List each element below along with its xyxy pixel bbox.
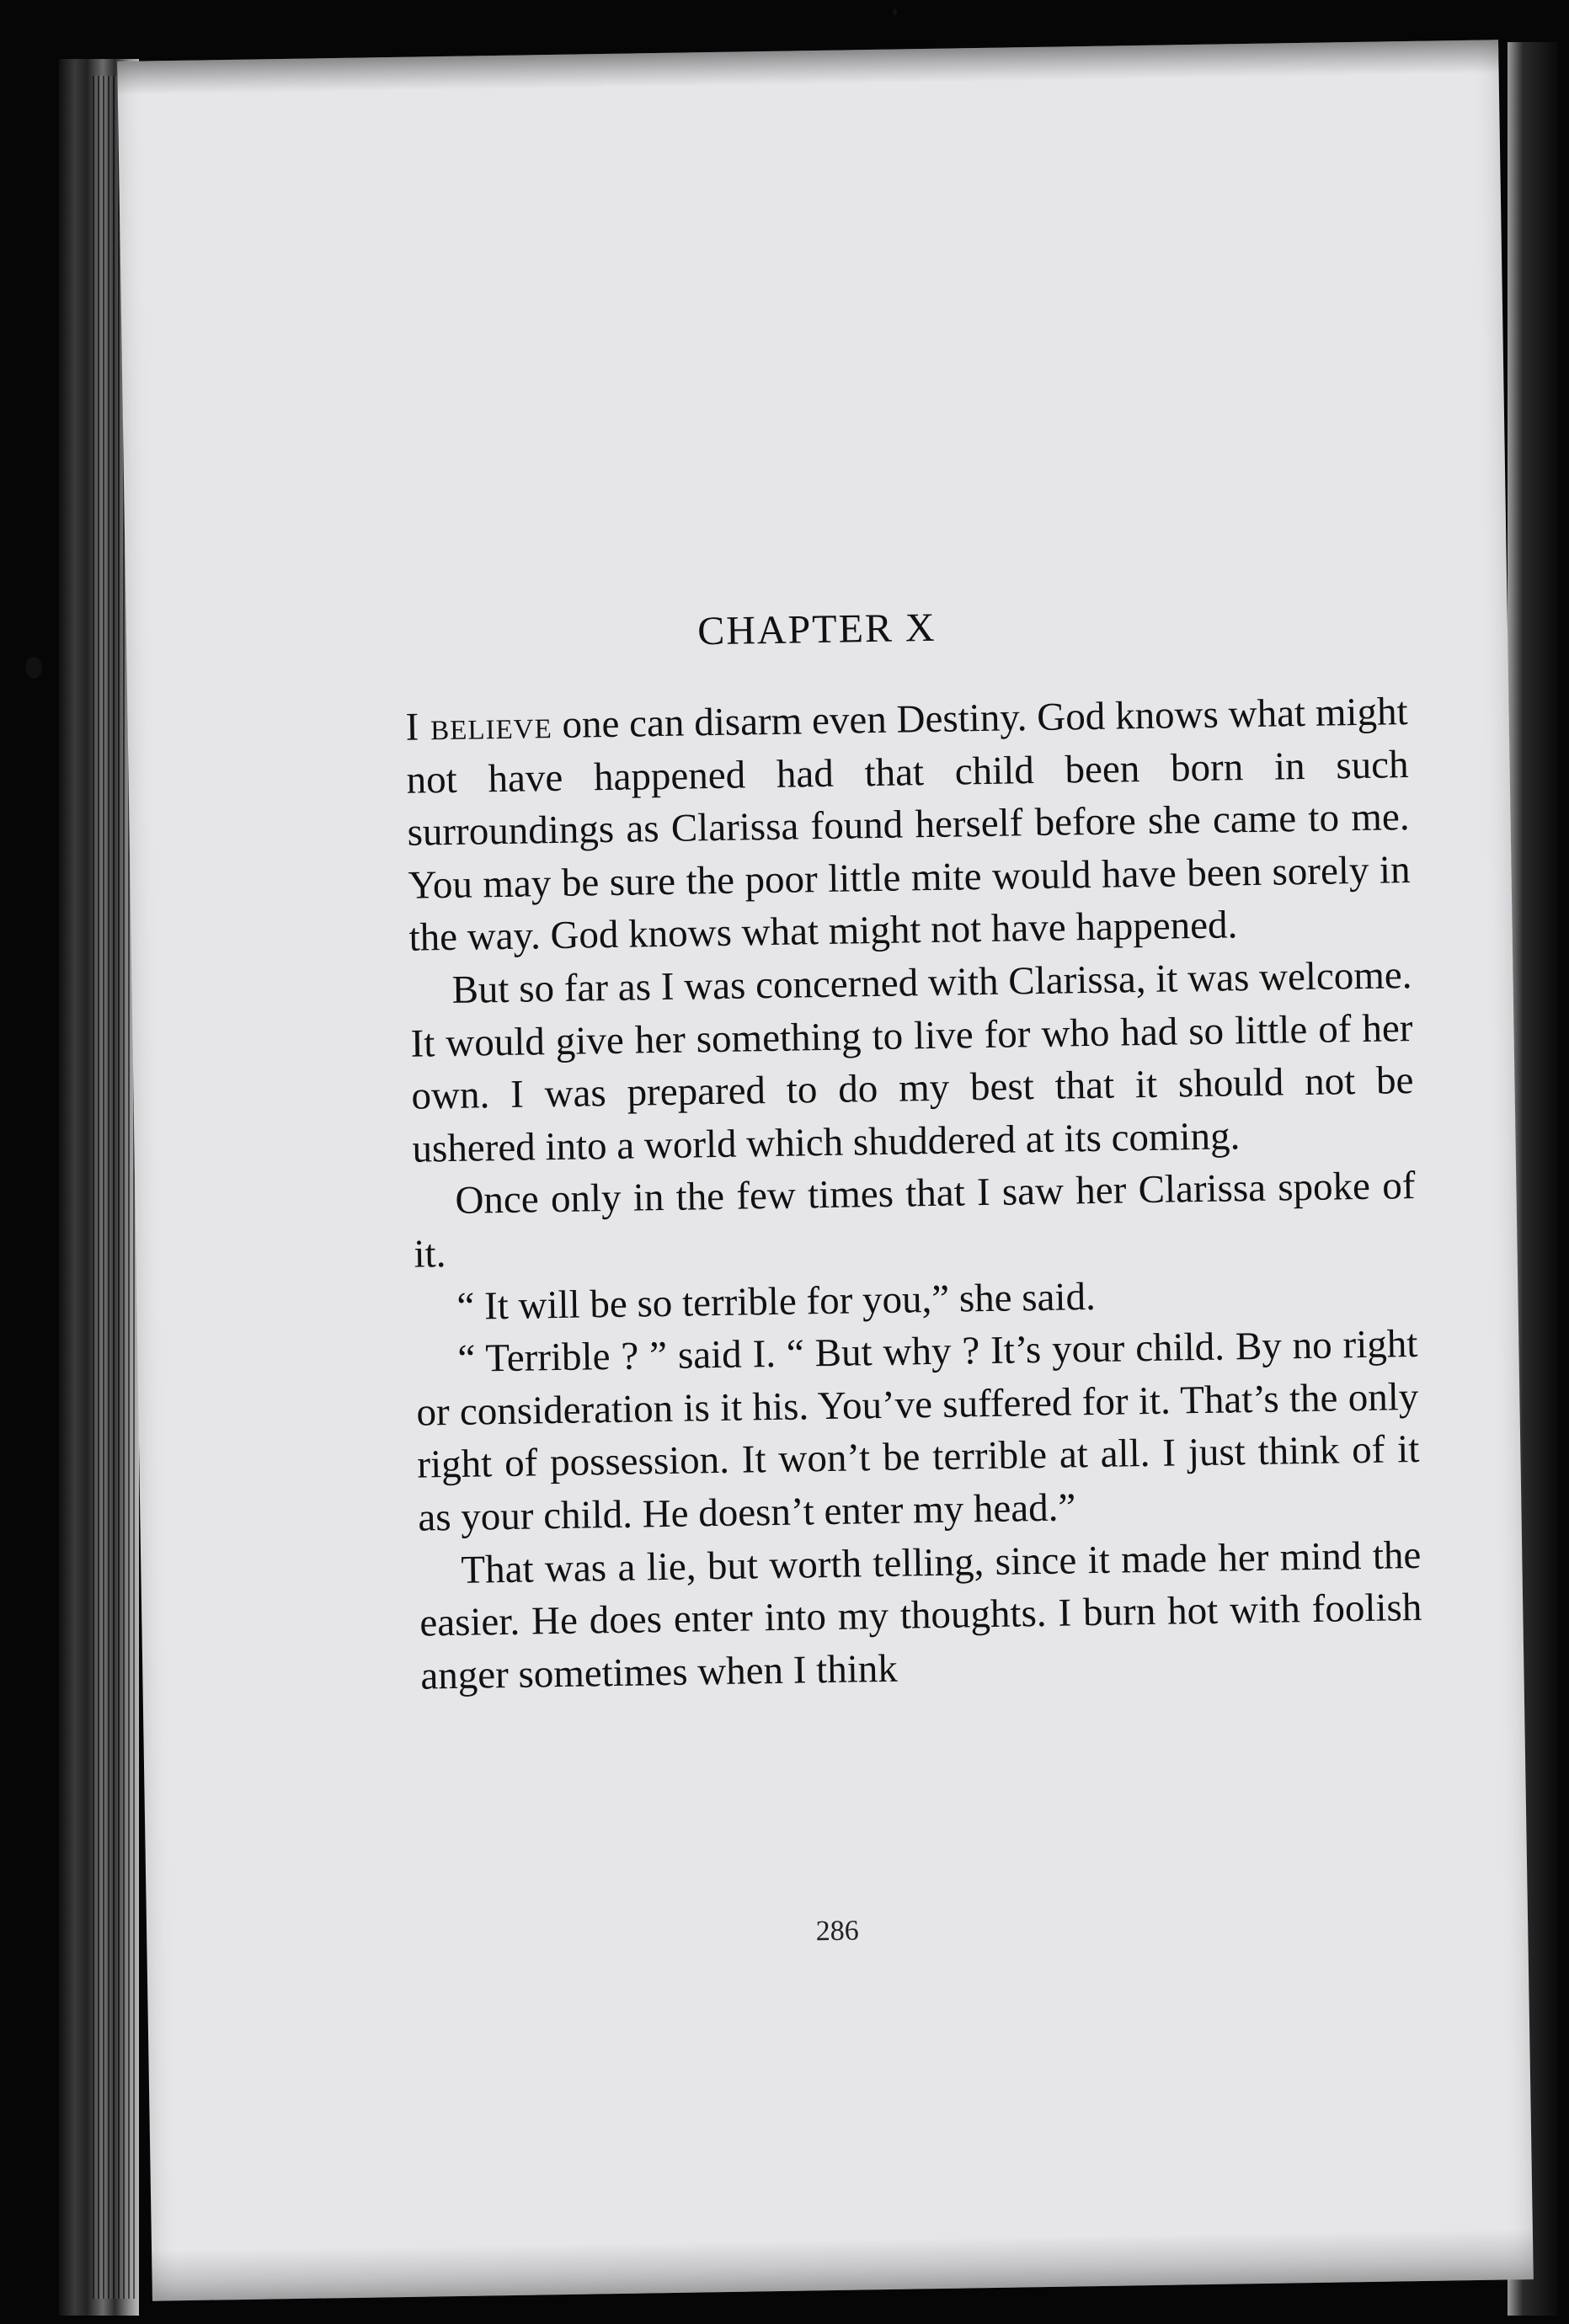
paragraph-text: one can disarm even Destiny. God knows what might not have happened had that child been born in such surroundings as Clarissa found herself before she came to me. You may be sure the poor little mite would have been sorely in the way. God knows what might not have happened. xyxy=(406,690,1411,961)
chapter-body xyxy=(405,685,1423,1703)
chapter-title: CHAPTER X xyxy=(696,605,937,654)
scan-speck xyxy=(25,657,42,679)
scan-speck xyxy=(893,8,897,15)
paragraph xyxy=(405,685,1412,965)
paragraph: That was a lie, but worth telling, since it made her mind the easier. He does enter into my thoughts. I burn hot with foolish anger sometimes when I think xyxy=(419,1532,1422,1698)
opening-words: I believe xyxy=(405,703,553,749)
paragraph: “ Terrible ? ” said I. “ But why ? It’s your child. By no right or consideration is it his. You’ve suffered for it. That’s the only right of possession. It won’t be terrible at all. I just think of it as your child. He doesn’t enter my head.” xyxy=(416,1322,1420,1540)
paragraph: “ It will be so terrible for you,” she said. xyxy=(456,1274,1097,1329)
book-page xyxy=(117,40,1534,2300)
paragraph: Once only in the few times that I saw her Clarissa spoke of it. xyxy=(414,1164,1416,1277)
page-number: 286 xyxy=(815,1915,859,1948)
paragraph: But so far as I was concerned with Clarissa, it was welcome. It would give her something to live for who had so little of her own. I was prepared to do my best that it should not be ushered into a world which shuddered at its coming. xyxy=(410,953,1414,1171)
